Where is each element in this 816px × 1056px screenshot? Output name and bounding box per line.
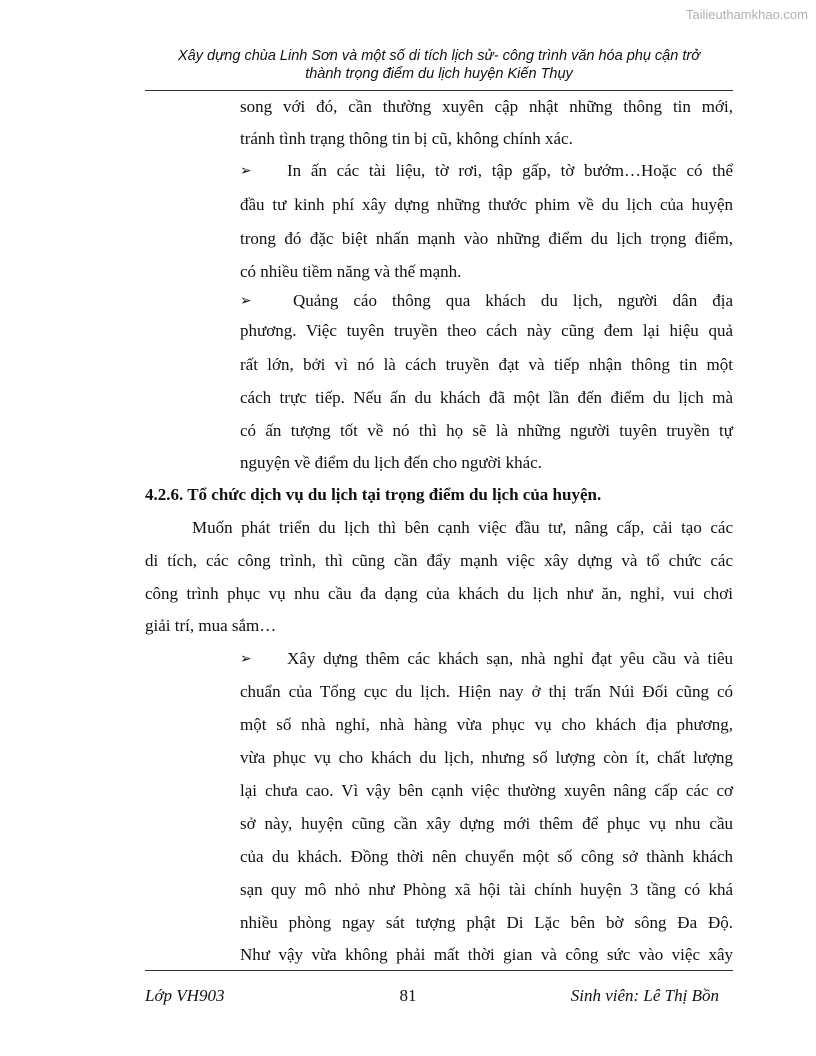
section-heading: 4.2.6. Tổ chức dịch vụ du lịch tại trọng điểm du lịch của huyện. <box>145 485 602 504</box>
text-line: giải trí, mua sắm… <box>145 616 277 635</box>
text-line: lại chưa cao. Vì vậy bên cạnh việc thường xuyên nâng cấp các cơ <box>240 781 733 800</box>
arrow-bullet-icon: ➢ <box>240 293 252 309</box>
footer-student: Sinh viên: Lê Thị Bồn <box>570 986 719 1005</box>
text-line: In ấn các tài liệu, tờ rơi, tập gấp, tờ bướm…Hoặc có thể <box>287 161 733 180</box>
page-number: 81 <box>399 986 417 1005</box>
text-line: sở này, huyện cũng cần xây dựng mới thêm để phục vụ nhu cầu <box>240 814 733 833</box>
text-line: Muốn phát triển du lịch thì bên cạnh việc đầu tư, nâng cấp, cải tạo các <box>192 518 733 537</box>
text-line: Quảng cáo thông qua khách du lịch, người dân địa <box>293 291 733 310</box>
arrow-bullet-icon: ➢ <box>240 651 252 667</box>
text-line: công trình phục vụ nhu cầu đa dạng của khách du lịch như ăn, nghỉ, vui chơi <box>145 584 733 603</box>
text-line: có nhiều tiềm năng và thế mạnh. <box>240 262 462 281</box>
watermark: Tailieuthamkhao.com <box>685 7 808 22</box>
text-line: chuẩn của Tổng cục du lịch. Hiện nay ở thị trấn Núi Đối cũng có <box>240 682 733 701</box>
text-line: đầu tư kinh phí xây dựng những thước phim về du lịch của huyện <box>240 195 733 214</box>
text-line: Xây dựng thêm các khách sạn, nhà nghỉ đạt yêu cầu và tiêu <box>287 649 733 668</box>
header-line-1: Xây dựng chùa Linh Sơn và một số di tích lịch sử- công trình văn hóa phụ cận trở <box>178 48 700 64</box>
text-line: Như vậy vừa không phải mất thời gian và công sức vào việc xây <box>240 945 733 964</box>
header-rule <box>145 90 733 91</box>
text-line: vừa phục vụ cho khách du lịch, nhưng số lượng còn ít, chất lượng <box>240 748 733 767</box>
text-line: tránh tình trạng thông tin bị cũ, không chính xác. <box>240 129 573 148</box>
text-line: rất lớn, bởi vì nó là cách truyền đạt và tiếp nhận thông tin một <box>240 355 733 374</box>
text-line: của du khách. Đồng thời nên chuyển một số công sở thành khách <box>240 847 733 866</box>
arrow-bullet-icon: ➢ <box>240 163 252 179</box>
text-line: di tích, các công trình, thì cũng cần đẩy mạnh việc xây dựng và tổ chức các <box>145 551 733 570</box>
text-line: trong đó đặc biệt nhấn mạnh vào những điểm du lịch trọng điểm, <box>240 229 733 248</box>
text-line: song với đó, cần thường xuyên cập nhật những thông tin mới, <box>240 97 733 116</box>
text-line: nhiều phòng ngay sát tượng phật Di Lặc bên bờ sông Đa Độ. <box>240 913 733 932</box>
header-line-2: thành trọng điểm du lịch huyện Kiến Thụy <box>305 66 573 82</box>
text-line: nguyện về điểm du lịch đến cho người khác. <box>240 453 542 472</box>
footer-rule <box>145 970 733 971</box>
running-header <box>145 47 733 83</box>
footer-class: Lớp VH903 <box>145 986 225 1005</box>
text-line: một số nhà nghỉ, nhà hàng vừa phục vụ cho khách địa phương, <box>240 715 733 734</box>
text-line: phương. Việc tuyên truyền theo cách này cũng đem lại hiệu quả <box>240 321 733 340</box>
text-line: có ấn tượng tốt về nó thì họ sẽ là những người tuyên truyền tự <box>240 421 733 440</box>
text-line: sạn quy mô nhỏ như Phòng xã hội tài chính huyện 3 tầng có khá <box>240 880 733 899</box>
text-line: cách trực tiếp. Nếu ấn du khách đã một lần đến điểm du lịch mà <box>240 388 733 407</box>
